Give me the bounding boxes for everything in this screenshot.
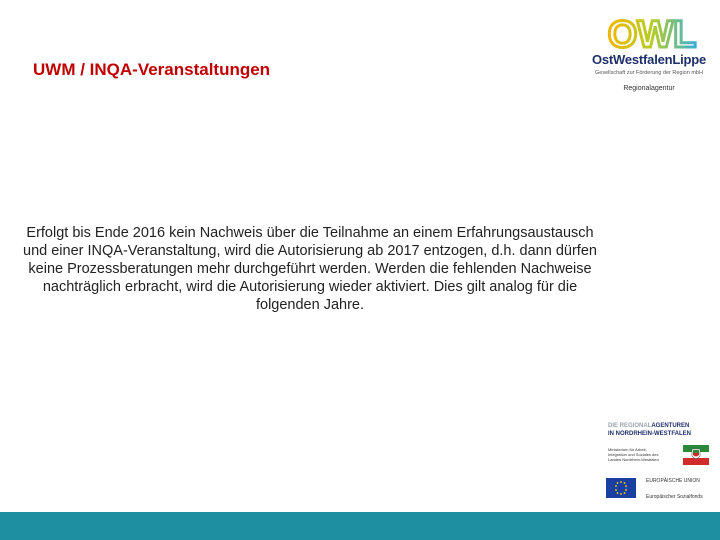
body-paragraph: Erfolgt bis Ende 2016 kein Nachweis über die Teilnahme an einem Erfahrungsaustausch und einer INQA-Veranstaltung, wird die Autorisierung ab 2017 entzogen, d.h. dann dürfen keine Prozessberatungen mehr durchgeführt werden. Werden die fehlenden Nachweise nachträglich erbracht, wird die Autorisierung wieder aktiviert. Dies gilt analog für die folgenden Jahre. [23, 225, 597, 313]
eu-flag-icon [606, 478, 636, 498]
ra-title-line2: IN NORDRHEIN-WESTFALEN [608, 431, 691, 437]
ministry-label: Ministerium für Arbeit, Integration und Soziales des Landes Nordrhein-Westfalen [608, 447, 659, 462]
eu-label: EUROPÄISCHE UNION [646, 478, 700, 484]
owl-logo-name: OstWestfalenLippe [591, 52, 707, 67]
owl-logo-mark-icon [607, 14, 697, 56]
slide-title: UWM / INQA-Veranstaltungen [33, 60, 271, 79]
owl-mark-text: OWL [607, 14, 697, 56]
esf-label: Europäischer Sozialfonds [646, 494, 703, 500]
owl-logo [584, 14, 714, 98]
regionalagenturen-title [608, 422, 691, 438]
ra-title-part1: DIE REGIONAL [608, 423, 652, 429]
owl-logo-subtitle: Gesellschaft zur Förderung der Region mbH [595, 70, 703, 76]
nrw-flag-icon [683, 445, 709, 465]
partner-logos [600, 416, 712, 500]
owl-logo-unit: Regionalagentur [623, 85, 675, 92]
ra-title-part2: AGENTUREN [651, 423, 690, 429]
footer-bar [0, 512, 720, 540]
